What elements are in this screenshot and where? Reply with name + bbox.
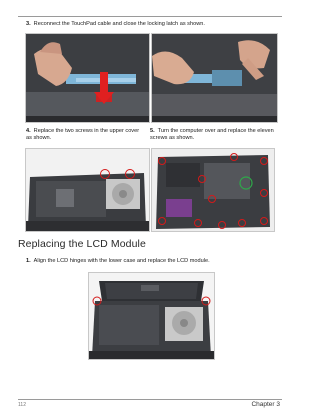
touchpad-cable-photo-right (151, 33, 278, 123)
step-number: 4. (26, 128, 31, 134)
step-number: 3. (26, 21, 31, 27)
section-heading: Replacing the LCD Module (18, 238, 146, 250)
lcd-module-photo (88, 272, 215, 360)
step-number: 5. (150, 128, 155, 134)
step-text: Turn the computer over and replace the eleven screws as shown. (150, 128, 274, 141)
step-5 (150, 128, 280, 141)
step-3 (26, 21, 286, 28)
step-text: Align the LCD hinges with the lower case and replace the LCD module. (33, 258, 210, 264)
top-rule (18, 16, 282, 17)
touchpad-cable-photo-left (25, 33, 150, 123)
bottom-screws-photo (151, 148, 275, 232)
page-number: 112 (18, 402, 26, 408)
step-text: Reconnect the TouchPad cable and close the locking latch as shown. (33, 21, 205, 27)
step-1 (26, 258, 286, 265)
step-number: 1. (26, 258, 31, 264)
bottom-rule (18, 399, 282, 400)
chapter-label: Chapter 3 (251, 401, 280, 408)
upper-cover-screws-photo (25, 148, 150, 232)
step-4 (26, 128, 146, 141)
step-text: Replace the two screws in the upper cover as shown. (26, 128, 140, 141)
